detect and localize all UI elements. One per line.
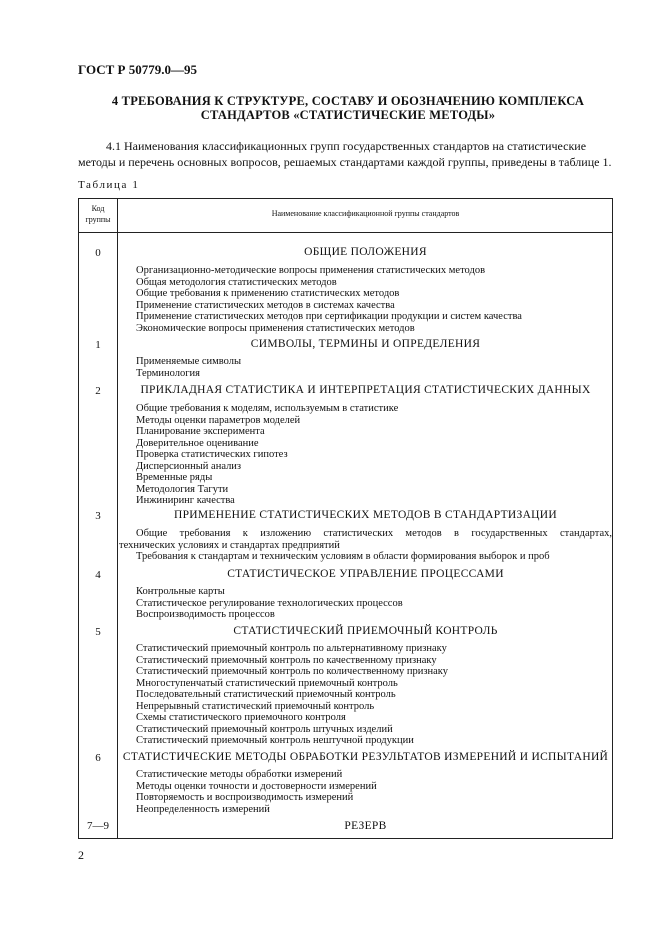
list-item: Требования к стандартам и техническим условиям в области формирования выборок и проб — [136, 551, 550, 562]
section-title-line-1: 4 ТРЕБОВАНИЯ К СТРУКТУРЕ, СОСТАВУ И ОБОЗНАЧЕНИЮ КОМПЛЕКСА — [111, 94, 585, 108]
group-items — [136, 643, 448, 747]
list-item: Статистический приемочный контроль по количественному признаку — [136, 666, 448, 677]
list-item: Методы оценки параметров моделей — [136, 414, 301, 426]
page-number: 2 — [78, 848, 84, 862]
list-item: Контрольные карты — [136, 586, 225, 597]
section-title-line-2: СТАНДАРТОВ «СТАТИСТИЧЕСКИЕ МЕТОДЫ» — [200, 108, 496, 122]
group-code: 4 — [95, 569, 101, 581]
header-code-line-1: Код — [91, 204, 105, 213]
list-item: Доверительное оценивание — [136, 437, 259, 449]
table-header-code — [79, 203, 117, 225]
group-name: СИМВОЛЫ, ТЕРМИНЫ И ОПРЕДЕЛЕНИЯ — [250, 338, 481, 350]
list-item: Применение статистических методов при сертификации продукции и систем качества — [136, 311, 522, 322]
group-name: СТАТИСТИЧЕСКОЕ УПРАВЛЕНИЕ ПРОЦЕССАМИ — [227, 568, 504, 580]
group-items — [136, 356, 241, 379]
header-code-line-2: группы — [85, 215, 111, 224]
table-caption: Таблица 1 — [78, 179, 140, 191]
group-name: СТАТИСТИЧЕСКИЕ МЕТОДЫ ОБРАБОТКИ РЕЗУЛЬТАТОВ ИЗМЕРЕНИЙ И ИСПЫТАНИЙ — [122, 751, 609, 763]
group-name: ПРИКЛАДНАЯ СТАТИСТИКА И ИНТЕРПРЕТАЦИЯ СТАТИСТИЧЕСКИХ ДАННЫХ — [140, 384, 591, 396]
list-item: Повторяемость и воспроизводимость измерений — [136, 792, 354, 803]
group-items — [136, 586, 403, 621]
paragraph-line-2: методы и перечень основных вопросов, решаемых стандартами каждой группы, приведены в таблице 1. — [78, 155, 612, 169]
list-item: Проверка статистических гипотез — [136, 449, 288, 460]
list-item: Статистический приемочный контроль по альтернативному признаку — [136, 643, 447, 654]
list-item: Последовательный статистический приемочный контроль — [136, 689, 396, 700]
paragraph-line-1: 4.1 Наименования классификационных групп государственных стандартов на статистические — [106, 139, 587, 153]
list-item: Инжиниринг качества — [136, 495, 235, 506]
group-code: 5 — [95, 626, 101, 638]
document-code: ГОСТ Р 50779.0—95 — [78, 62, 197, 77]
list-item: Статистический приемочный контроль штучных изделий — [136, 723, 393, 735]
group-code: 3 — [95, 510, 101, 522]
group-code: 6 — [95, 752, 101, 764]
list-item: Общие требования к применению статистических методов — [136, 288, 400, 299]
list-item: технических условиях и стандартах предприятий — [119, 540, 340, 551]
group-name: ОБЩИЕ ПОЛОЖЕНИЯ — [304, 246, 427, 258]
group-items — [136, 403, 398, 507]
list-item: Организационно-методические вопросы применения статистических методов — [136, 265, 486, 276]
table-header-divider — [78, 232, 613, 233]
list-item: Неопределенность измерений — [136, 803, 270, 815]
group-items — [136, 265, 522, 334]
list-item: Применение статистических методов в системах качества — [136, 299, 395, 311]
group-code: 0 — [95, 247, 101, 259]
list-item: Терминология — [136, 367, 201, 379]
group-name: РЕЗЕРВ — [344, 820, 387, 832]
list-item: Применяемые символы — [136, 356, 242, 367]
list-item: Многоступенчатый статистический приемочный контроль — [136, 677, 398, 689]
list-item: Общая методология статистических методов — [136, 276, 337, 288]
table-header-name: Наименование классификационной группы стандартов — [271, 209, 460, 218]
list-item: Общие требования к изложению статистических методов в государственных стандартах, — [136, 528, 612, 539]
group-code: 2 — [95, 385, 101, 397]
list-item: Воспроизводимость процессов — [136, 609, 275, 620]
list-item: Дисперсионный анализ — [136, 460, 242, 472]
list-item: Статистическое регулирование технологических процессов — [136, 597, 403, 609]
list-item: Временные ряды — [136, 472, 213, 483]
list-item: Методология Тагути — [136, 483, 229, 495]
group-code: 1 — [95, 339, 101, 351]
list-item: Непрерывный статистический приемочный контроль — [136, 700, 375, 712]
list-item: Статистические методы обработки измерений — [136, 769, 343, 780]
list-item: Схемы статистического приемочного контроля — [136, 712, 346, 723]
list-item: Экономические вопросы применения статистических методов — [136, 322, 415, 334]
group-name: ПРИМЕНЕНИЕ СТАТИСТИЧЕСКИХ МЕТОДОВ В СТАНДАРТИЗАЦИИ — [174, 509, 557, 521]
group-items — [136, 769, 377, 815]
list-item: Планирование эксперимента — [136, 426, 265, 437]
list-item: Общие требования к моделям, используемым в статистике — [136, 403, 399, 414]
list-item: Статистический приемочный контроль по качественному признаку — [136, 654, 437, 666]
group-name: СТАТИСТИЧЕСКИЙ ПРИЕМОЧНЫЙ КОНТРОЛЬ — [233, 625, 498, 637]
group-code: 7—9 — [87, 820, 109, 832]
list-item: Статистический приемочный контроль нештучной продукции — [136, 735, 414, 746]
list-item: Методы оценки точности и достоверности измерений — [136, 780, 377, 792]
